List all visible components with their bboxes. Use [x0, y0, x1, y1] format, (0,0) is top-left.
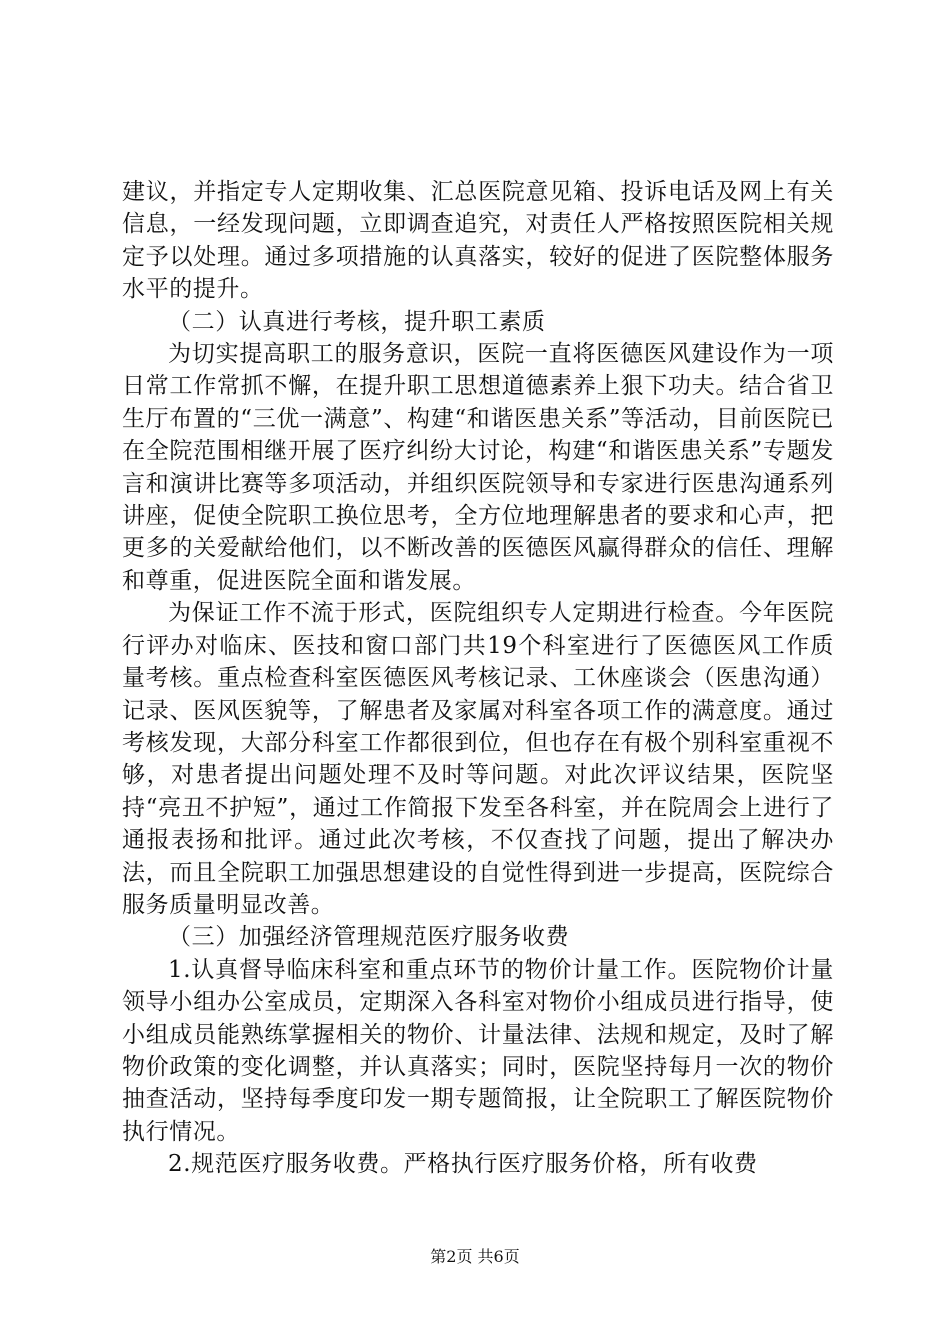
paragraph-continuation: 建议，并指定专人定期收集、汇总医院意见箱、投诉电话及网上有关信息，一经发现问题，立即调查追究，对责任人严格按照医院相关规定予以处理。通过多项措施的认真落实，较好的促进了医院整体服务水平的提升。 — [122, 179, 834, 303]
paragraph-price-supervision: 1.认真督导临床科室和重点环节的物价计量工作。医院物价计量领导小组办公室成员，定期深入各科室对物价小组成员进行指导，使小组成员能熟练掌握相关的物价、计量法律、法规和规定，及时了解物价政策的变化调整，并认真落实；同时，医院坚持每月一次的物价抽查活动，坚持每季度印发一期专题简报，让全院职工了解医院物价执行情况。 — [122, 956, 834, 1145]
page-number-footer: 第2页 共6页 — [430, 1247, 520, 1266]
paragraph-inspection: 为保证工作不流于形式，医院组织专人定期进行检查。今年医院行评办对临床、医技和窗口部门共19个科室进行了医德医风工作质量考核。重点检查科室医德医风考核记录、工休座谈会（医患沟通）记录、医风医貌等，了解患者及家属对科室各项工作的满意度。通过考核发现，大部分科室工作都很到位，但也存在有极个别科室重视不够，对患者提出问题处理不及时等问题。对此次评议结果，医院坚持“亮丑不护短”，通过工作简报下发至各科室，并在院周会上进行了通报表扬和批评。通过此次考核，不仅查找了问题，提出了解决办法，而且全院职工加强思想建设的自觉性得到进一步提高，医院综合服务质量明显改善。 — [122, 600, 834, 918]
section-heading-3: （三）加强经济管理规范医疗服务收费 — [168, 924, 570, 951]
paragraph-service-fees: 2.规范医疗服务收费。严格执行医疗服务价格，所有收费 — [168, 1151, 758, 1178]
paragraph-staff-quality: 为切实提高职工的服务意识，医院一直将医德医风建设作为一项日常工作常抓不懈，在提升职工思想道德素养上狠下功夫。结合省卫生厅布置的“三优一满意”、构建“和谐医患关系”等活动，目前医院已在全院范围相继开展了医疗纠纷大讨论，构建“和谐医患关系”专题发言和演讲比赛等多项活动，并组织医院领导和专家进行医患沟通系列讲座，促使全院职工换位思考，全方位地理解患者的要求和心声，把更多的关爱献给他们，以不断改善的医德医风赢得群众的信任、理解和尊重，促进医院全面和谐发展。 — [122, 341, 834, 594]
section-heading-2: （二）认真进行考核，提升职工素质 — [168, 308, 546, 335]
document-body — [122, 176, 834, 1181]
